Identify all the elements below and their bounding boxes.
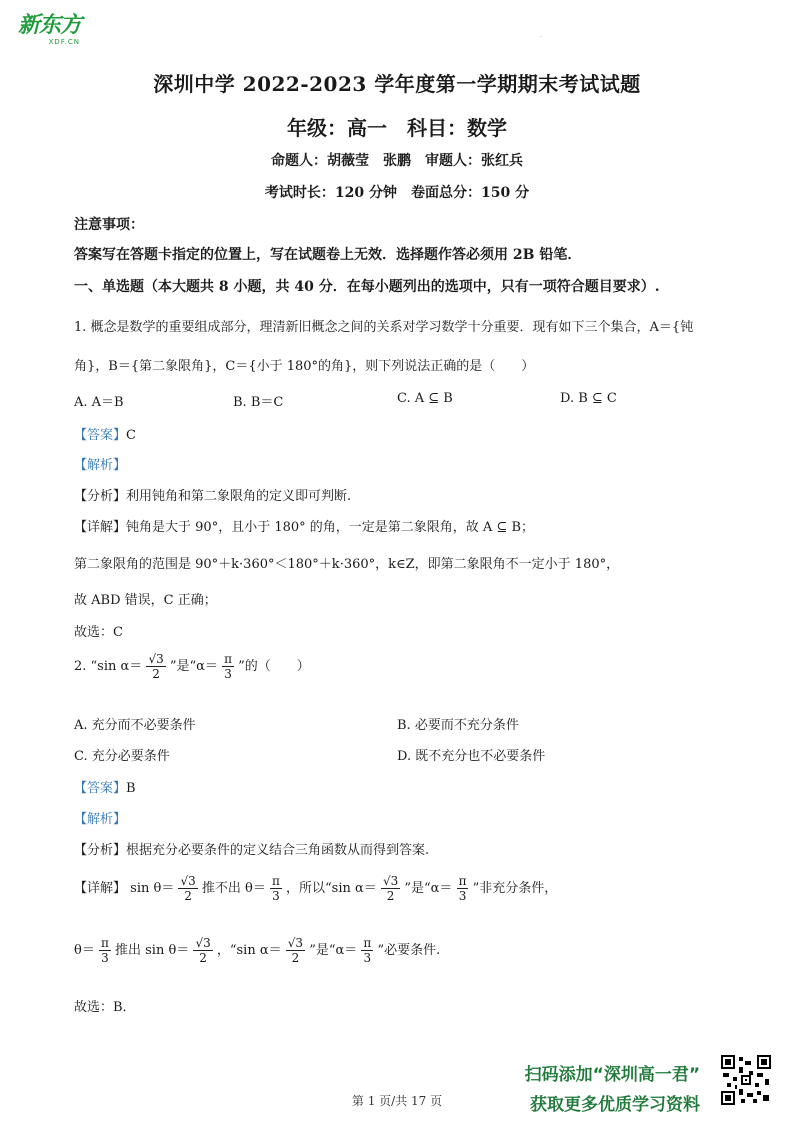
notice-text: 答案写在答题卡指定的位置上，写在试题卷上无效．选择题作答必须用 2B 铅笔．	[74, 247, 582, 263]
dot-mark: ·	[540, 34, 542, 41]
q2-choose: 故选：B．	[74, 1000, 136, 1015]
xj1-part: ”非充分条件，	[472, 881, 558, 896]
q2-answer	[74, 777, 136, 796]
promo-line2: 获取更多优质学习资料	[530, 1095, 700, 1115]
q2-stem-suffix: ”的（ ）	[238, 659, 310, 674]
answer-value: B	[126, 781, 136, 796]
q1-analysis-tag: 【解析】	[74, 458, 127, 473]
q2-stem-mid: ”是“α＝	[169, 659, 218, 674]
fraction-pi-over-3: $\frac{\pi}{3}$	[458, 874, 467, 903]
authors: 命题人：胡薇莹 张鹏 审题人：张红兵	[271, 153, 523, 169]
q1-set-a: A＝{钝	[649, 320, 694, 335]
q2-stem	[74, 652, 310, 681]
logo-domain: XDF.CN	[48, 38, 80, 46]
q2-option-a: A. 充分而不必要条件	[74, 718, 196, 733]
answer-tag: 【答案】	[74, 428, 127, 443]
xj1-part: sin θ＝	[130, 881, 175, 896]
answer-value: C	[126, 428, 136, 443]
q1-range: 第二象限角的范围是 90°＋k·360°＜180°＋k·360°，k∈Z，即第二象限角不一定小于 180°，	[74, 557, 620, 572]
q2-fenxi	[74, 839, 429, 858]
xiangjie-text: 钝角是大于 90°，且小于 180° 的角，一定是第二象限角，故 A ⊆ B；	[126, 520, 534, 535]
fraction-sqrt3-over-2: $\frac{√3}{2}$	[195, 936, 211, 965]
fenxi-text: 根据充分必要条件的定义结合三角函数从而得到答案.	[126, 843, 430, 858]
exam-duration: 考试时长：120 分钟 卷面总分：150 分	[264, 185, 530, 201]
q1-fenxi	[74, 485, 351, 504]
logo	[18, 14, 90, 48]
q2-stem-prefix: 2. “sin α＝	[74, 659, 143, 674]
fraction-pi-over-3: $\frac{\pi}{3}$	[272, 874, 280, 903]
section-heading: 一、单选题（本大题共 8 小题，共 40 分．在每小题列出的选项中，只有一项符合题目要求）.	[74, 279, 660, 295]
fraction-sqrt3-over-2: $\frac{√3}{2}$	[148, 652, 164, 681]
xj2-part: ”是“α＝	[309, 943, 358, 958]
fraction-pi-over-3: $\frac{\pi}{3}$	[363, 936, 372, 965]
q2-analysis-tag: 【解析】	[74, 812, 127, 827]
fenxi-tag: 【分析】	[74, 489, 127, 504]
answer-tag: 【答案】	[74, 781, 127, 796]
q2-option-b: B. 必要而不充分条件	[397, 718, 519, 733]
q2-xiangjie-line2	[74, 936, 440, 965]
fraction-sqrt3-over-2: $\frac{√3}{2}$	[287, 936, 304, 965]
fraction-sqrt3-over-2: $\frac{√3}{2}$	[382, 874, 399, 903]
xj1-part: ”是“α＝	[404, 881, 453, 896]
logo-text: 新东方	[18, 13, 82, 38]
q1-stem-line2: 角}，B＝{第二象限角}，C＝{小于 180°的角}，则下列说法正确的是（ ）	[74, 359, 535, 374]
q1-answer	[74, 424, 136, 443]
q1-conclusion: 故 ABD 错误，C 正确；	[74, 593, 217, 608]
promo-line1: 扫码添加“深圳高一君”	[524, 1065, 700, 1085]
fenxi-tag: 【分析】	[74, 843, 127, 858]
q1-option-d: D. B ⊆ C	[560, 391, 617, 406]
page-footer: 第 1 页/共 17 页	[351, 1094, 443, 1108]
xj1-part: 推不出 θ＝	[201, 881, 266, 896]
fenxi-text: 利用钝角和第二象限角的定义即可判断.	[126, 489, 352, 504]
q1-option-c: C. A ⊆ B	[397, 391, 453, 406]
q1-xiangjie	[74, 516, 534, 535]
xj1-part: ，所以“sin α＝	[286, 881, 377, 896]
xj2-part: 推出 sin θ＝	[115, 943, 190, 958]
fraction-pi-over-3: $\frac{\pi}{3}$	[100, 936, 109, 965]
fraction-sqrt3-over-2: $\frac{√3}{2}$	[180, 874, 196, 903]
q1-stem-line1	[74, 316, 693, 335]
q1-option-b: B. B＝C	[233, 395, 284, 410]
xiangjie-tag: 【详解】	[74, 520, 127, 535]
xj2-part: ，“sin α＝	[216, 943, 282, 958]
xj2-part: ”必要条件.	[377, 943, 441, 958]
q1-choose: 故选：C	[74, 625, 123, 640]
page-title: 深圳中学 2022-2023 学年度第一学期期末考试试题	[153, 72, 641, 96]
xiangjie-tag: 【详解】	[74, 881, 127, 896]
page-subtitle: 年级：高一 科目：数学	[287, 116, 507, 140]
notice-heading: 注意事项：	[74, 217, 144, 233]
q2-option-c: C. 充分必要条件	[74, 749, 170, 764]
q2-option-d: D. 既不充分也不必要条件	[397, 749, 546, 764]
fraction-pi-over-3: $\frac{\pi}{3}$	[224, 652, 232, 681]
xj2-part: θ＝	[74, 943, 95, 958]
q1-option-a: A. A＝B	[74, 395, 124, 410]
q1-stem-text: 1. 概念是数学的重要组成部分，理清新旧概念之间的关系对学习数学十分重要．现有如下三个集合，	[74, 320, 650, 335]
q2-xiangjie-line1	[74, 874, 557, 903]
